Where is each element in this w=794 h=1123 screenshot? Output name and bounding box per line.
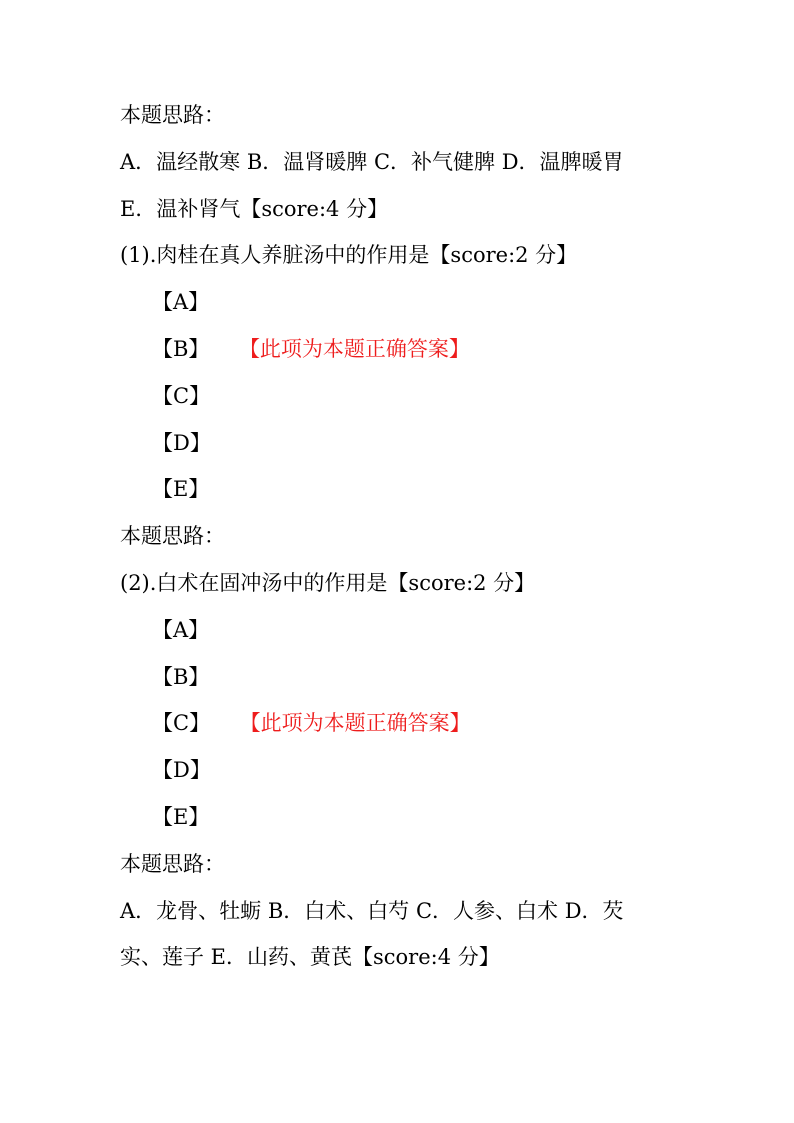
choice-a: [120, 607, 680, 654]
choice-a: [120, 279, 680, 326]
choice-b: [120, 326, 680, 373]
thinking-label: 本题思路：: [120, 524, 225, 549]
choice-label: 【E】: [152, 477, 210, 502]
choice-c: [120, 700, 680, 747]
choice-d: [120, 420, 680, 467]
choice-label: 【A】: [152, 617, 210, 642]
options-line: 实、莲子 E．山药、黄芪【score:4 分】: [120, 945, 500, 970]
choice-d: [120, 747, 680, 794]
options-line: E．温补肾气【score:4 分】: [120, 196, 389, 221]
choice-label: 【A】: [152, 290, 210, 315]
choice-b: [120, 654, 680, 701]
options-line: A．龙骨、牡蛎 B．白术、白芍 C．人参、白术 D．芡: [120, 898, 624, 923]
choice-label: 【B】: [152, 664, 210, 689]
choice-label: 【C】: [152, 383, 211, 408]
choice-label: 【E】: [152, 804, 210, 829]
correct-answer-note: 【此项为本题正确答案】: [250, 711, 471, 736]
thinking-label: 本题思路：: [120, 103, 225, 127]
choice-label: 【D】: [152, 430, 211, 455]
correct-answer-note: 【此项为本题正确答案】: [249, 336, 470, 361]
question-stem: (2).白术在固冲汤中的作用是【score:2 分】: [120, 570, 536, 595]
question-stem: (1).肉桂在真人养脏汤中的作用是【score:2 分】: [120, 243, 578, 268]
choice-c: [120, 373, 680, 420]
choice-label: 【C】: [152, 711, 211, 736]
choice-e: [120, 794, 680, 841]
choice-label: 【D】: [152, 758, 211, 783]
thinking-label: 本题思路：: [120, 851, 225, 876]
choice-e: [120, 466, 680, 513]
options-line: A．温经散寒 B．温肾暖脾 C．补气健脾 D．温脾暖胃: [120, 149, 624, 174]
document-page: [120, 92, 680, 981]
choice-label: 【B】: [152, 336, 210, 361]
